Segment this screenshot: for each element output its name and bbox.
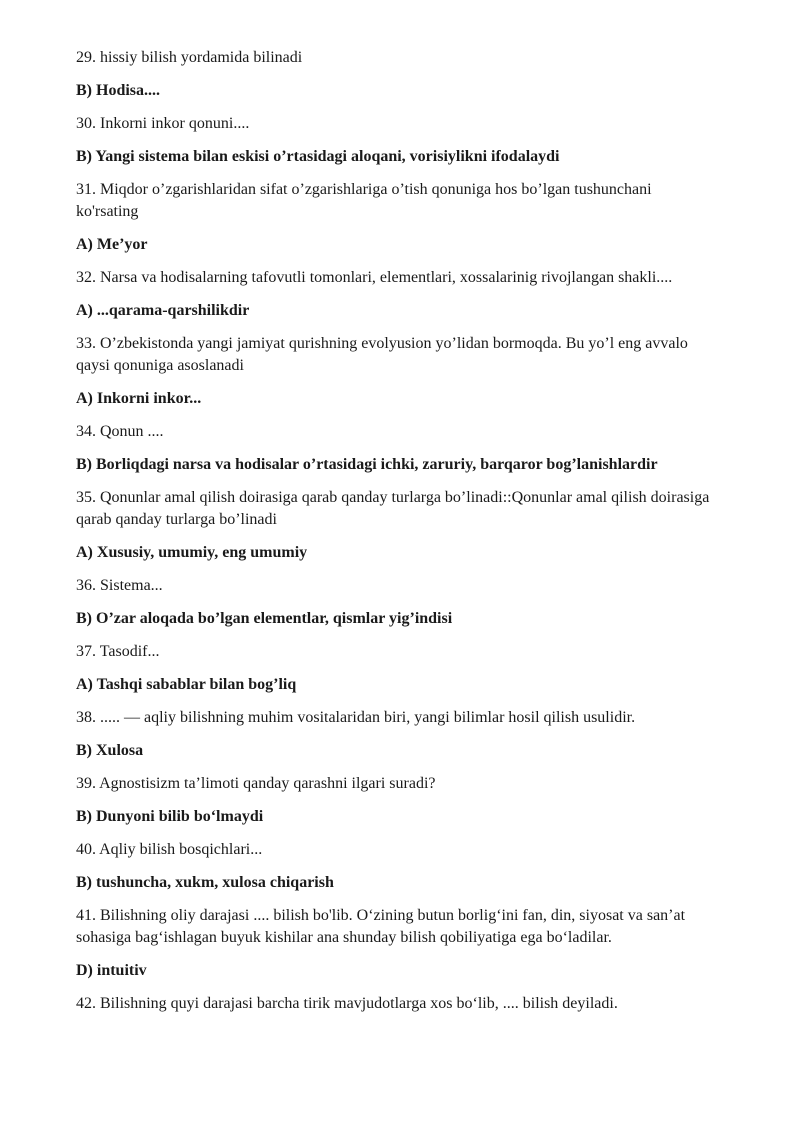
question-38: 38. ..... — aqliy bilishning muhim vositalaridan biri, yangi bilimlar hosil qilish usulidir. [76, 709, 636, 726]
question-41: 41. Bilishning oliy darajasi .... bilish bo'lib. O‘zining butun borlig‘ini fan, din, siyosat va san’at sohasiga bag‘ishlagan buyuk kishilar ana shunday bilish qobiliyatiga ega bo‘ladilar. [76, 907, 686, 946]
answer-38: B) Xulosa [76, 742, 144, 759]
answer-29: B) Hodisa.... [76, 82, 161, 99]
answer-37: A) Tashqi sabablar bilan bog’liq [76, 676, 297, 693]
question-32: 32. Narsa va hodisalarning tafovutli tomonlari, elementlari, xossalarinig rivojlangan shakli.... [76, 269, 673, 286]
question-40: 40. Aqliy bilish bosqichlari... [76, 841, 263, 858]
document-page [76, 47, 716, 1026]
answer-35: A) Xususiy, umumiy, eng umumiy [76, 544, 308, 561]
answer-39: B) Dunyoni bilib bo‘lmaydi [76, 808, 264, 825]
answer-33: A) Inkorni inkor... [76, 390, 202, 407]
answer-32: A) ...qarama-qarshilikdir [76, 302, 250, 319]
answer-31: A) Me’yor [76, 236, 148, 253]
question-29: 29. hissiy bilish yordamida bilinadi [76, 49, 303, 66]
question-34: 34. Qonun .... [76, 423, 164, 440]
question-42: 42. Bilishning quyi darajasi barcha tirik mavjudotlarga xos bo‘lib, .... bilish deyiladi. [76, 995, 618, 1012]
question-39: 39. Agnostisizm ta’limoti qanday qarashni ilgari suradi? [76, 775, 436, 792]
question-33: 33. O’zbekistonda yangi jamiyat qurishning evolyusion yo’lidan bormoqda. Bu yo’l eng avvalo qaysi qonuniga asoslanadi [76, 335, 688, 374]
answer-40: B) tushuncha, xukm, xulosa chiqarish [76, 874, 334, 891]
question-35: 35. Qonunlar amal qilish doirasiga qarab qanday turlarga bo’linadi::Qonunlar amal qilish doirasiga qarab qanday turlarga bo’linadi [76, 489, 710, 528]
answer-36: B) O’zar aloqada bo’lgan elementlar, qismlar yig’indisi [76, 610, 453, 627]
question-31: 31. Miqdor o’zgarishlaridan sifat o’zgarishlariga o’tish qonuniga hos bo’lgan tushunchani ko'rsating [76, 181, 652, 220]
question-30: 30. Inkorni inkor qonuni.... [76, 115, 250, 132]
answer-34: B) Borliqdagi narsa va hodisalar o’rtasidagi ichki, zaruriy, barqaror bog’lanishlardir [76, 456, 658, 473]
answer-30: B) Yangi sistema bilan eskisi o’rtasidagi aloqani, vorisiylikni ifodalaydi [76, 148, 560, 165]
question-37: 37. Tasodif... [76, 643, 160, 660]
question-36: 36. Sistema... [76, 577, 163, 594]
answer-41: D) intuitiv [76, 962, 147, 979]
